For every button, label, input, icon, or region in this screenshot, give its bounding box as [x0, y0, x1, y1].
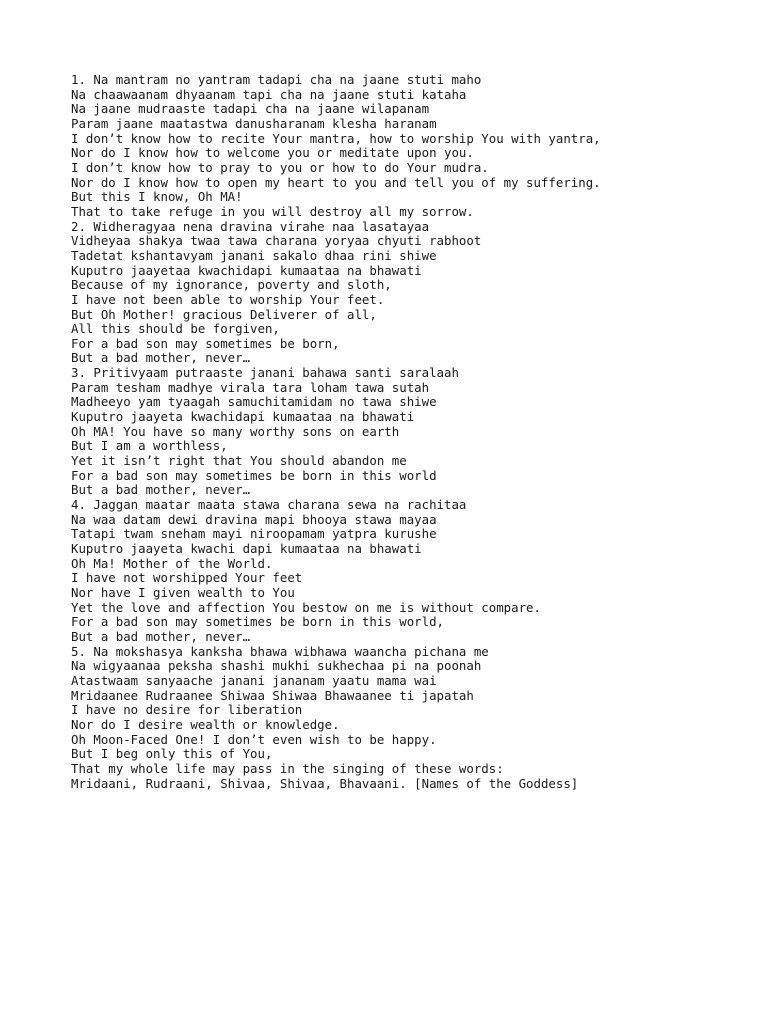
text-line: Nor do I know how to open my heart to you and tell you of my suffering. [71, 174, 601, 190]
text-line: Param jaane maatastwa danusharanam klesha haranam [71, 115, 437, 131]
text-line: That to take refuge in you will destroy all my sorrow. [71, 203, 474, 219]
text-line: But this I know, Oh MA! [71, 189, 243, 205]
text-line: Mridaanee Rudraanee Shiwaa Shiwaa Bhawaanee ti japatah [71, 687, 474, 703]
text-line: Because of my ignorance, poverty and sloth, [71, 277, 392, 293]
text-line: Na waa datam dewi dravina mapi bhooya stawa mayaa [71, 511, 437, 527]
text-line: I don’t know how to recite Your mantra, how to worship You with yantra, [71, 130, 601, 146]
text-line: Na chaawaanam dhyaanam tapi cha na jaane stuti kataha [71, 86, 467, 102]
text-line: Nor have I given wealth to You [71, 584, 295, 600]
text-line: I have not worshipped Your feet [71, 570, 303, 586]
text-line: Kuputro jaayeta kwachi dapi kumaataa na bhawati [71, 541, 422, 556]
text-line: But Oh Mother! gracious Deliverer of all, [71, 306, 377, 322]
text-line: I have not been able to worship Your feet. [71, 291, 385, 307]
text-line: I don’t know how to pray to you or how to do Your mudra. [71, 159, 489, 175]
text-line: Oh Ma! Mother of the World. [71, 555, 273, 571]
text-line: 2. Widheragyaa nena dravina virahe naa lasatayaa [71, 218, 430, 234]
text-line: For a bad son may sometimes be born in this world, [71, 614, 444, 630]
text-line: 3. Pritivyaam putraaste janani bahawa santi saralaah [71, 365, 459, 381]
text-line: Na jaane mudraaste tadapi cha na jaane wilapanam [71, 101, 430, 117]
text-line: Yet the love and affection You bestow on me is without compare. [71, 599, 541, 615]
text-line: 5. Na mokshasya kanksha bhawa wibhawa waancha pichana me [71, 643, 489, 659]
text-line: But a bad mother, never… [71, 628, 251, 644]
text-line: Oh Moon-Faced One! I don’t even wish to be happy. [71, 731, 437, 747]
text-line: But a bad mother, never… [71, 482, 251, 498]
text-line: Tatapi twam sneham mayi niroopamam yatpra kurushe [71, 526, 437, 542]
document-text-body [71, 73, 751, 791]
text-line: I have no desire for liberation [71, 702, 303, 718]
text-line: But I beg only this of You, [71, 746, 273, 762]
text-line: All this should be forgiven, [71, 321, 280, 337]
text-line: Tadetat kshantavyam janani sakalo dhaa rini shiwe [71, 247, 437, 263]
text-line: Nor do I desire wealth or knowledge. [71, 716, 340, 732]
text-line: Madheeyo yam tyaagah samuchitamidam no tawa shiwe [71, 394, 437, 410]
text-line: Mridaani, Rudraani, Shivaa, Shivaa, Bhavaani. [Names of the Goddess] [71, 775, 579, 791]
text-line: For a bad son may sometimes be born, [71, 335, 340, 351]
text-line: Na wigyaanaa peksha shashi mukhi sukhechaa pi na poonah [71, 658, 482, 674]
text-line: But I am a worthless, [71, 438, 228, 454]
text-line: Nor do I know how to welcome you or meditate upon you. [71, 145, 474, 161]
text-line: Atastwaam sanyaache janani jananam yaatu mama wai [71, 672, 437, 688]
text-line: For a bad son may sometimes be born in this world [71, 467, 437, 483]
text-line: Param tesham madhye virala tara loham tawa sutah [71, 379, 430, 395]
text-line: That my whole life may pass in the singing of these words: [71, 760, 504, 776]
text-line: Kuputro jaayetaa kwachidapi kumaataa na bhawati [71, 262, 422, 278]
text-line: 4. Jaggan maatar maata stawa charana sewa na rachitaa [71, 497, 467, 513]
text-line: Kuputro jaayeta kwachidapi kumaataa na bhawati [71, 409, 415, 425]
text-line: Oh MA! You have so many worthy sons on earth [71, 423, 400, 439]
text-line: 1. Na mantram no yantram tadapi cha na jaane stuti maho [71, 72, 482, 87]
text-line: But a bad mother, never… [71, 350, 251, 366]
text-line: Yet it isn’t right that You should abandon me [71, 453, 407, 469]
text-line: Vidheyaa shakya twaa tawa charana yoryaa chyuti rabhoot [71, 233, 482, 249]
